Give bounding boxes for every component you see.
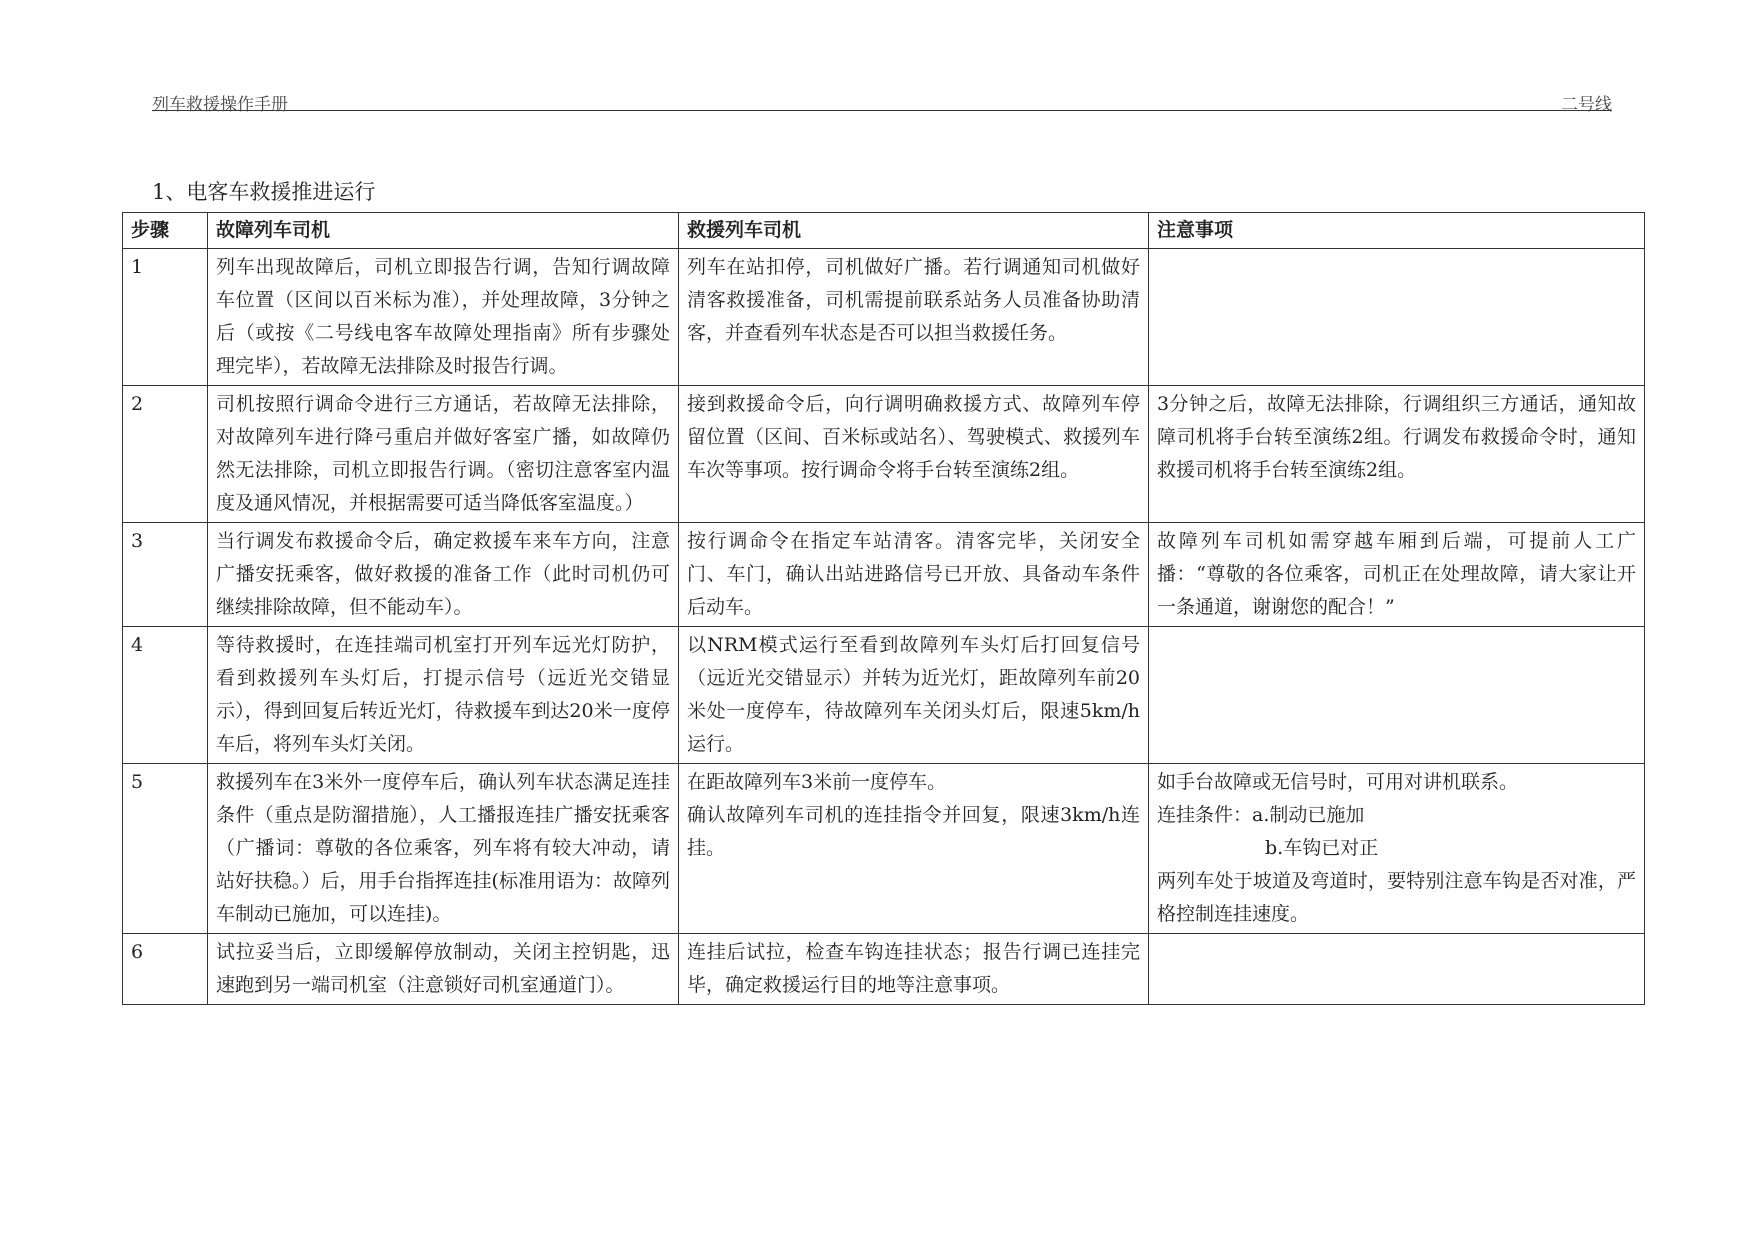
notes-cell: 3分钟之后，故障无法排除，行调组织三方通话，通知故障司机将手台转至演练2组。行调发布救援命令时，通知救援司机将手台转至演练2组。 — [1149, 386, 1645, 523]
faulty-driver-action: 等待救援时，在连挂端司机室打开列车远光灯防护，看到救援列车头灯后，打提示信号（远近光交错显示），得到回复后转近光灯，待救援车到达20米一度停车后，将列车头灯关闭。 — [208, 627, 679, 764]
rescue-driver-action: 列车在站扣停，司机做好广播。若行调通知司机做好清客救援准备，司机需提前联系站务人员准备协助清客，并查看列车状态是否可以担当救援任务。 — [679, 249, 1149, 386]
header-step: 步骤 — [123, 213, 208, 249]
rescue-procedure-table — [122, 212, 1645, 1005]
faulty-driver-action: 当行调发布救援命令后，确定救援车来车方向，注意广播安抚乘客，做好救援的准备工作（此时司机仍可继续排除故障，但不能动车）。 — [208, 523, 679, 627]
table-row — [123, 764, 1645, 934]
faulty-driver-action: 司机按照行调命令进行三方通话，若故障无法排除，对故障列车进行降弓重启并做好客室广播，如故障仍然无法排除，司机立即报告行调。（密切注意客室内温度及通风情况，并根据需要可适当降低客室温度。） — [208, 386, 679, 523]
rescue-driver-action: 接到救援命令后，向行调明确救援方式、故障列车停留位置（区间、百米标或站名）、驾驶模式、救援列车车次等事项。按行调命令将手台转至演练2组。 — [679, 386, 1149, 523]
note-line: 两列车处于坡道及弯道时，要特别注意车钩是否对准，严格控制连挂速度。 — [1157, 870, 1636, 925]
rescue-driver-action: 以NRM模式运行至看到故障列车头灯后打回复信号（远近光交错显示）并转为近光灯，距故障列车前20米处一度停车，待故障列车关闭头灯后，限速5km/h运行。 — [679, 627, 1149, 764]
section-title: 1、电客车救援推进运行 — [152, 180, 376, 204]
table-row — [123, 386, 1645, 523]
step-number: 4 — [123, 627, 208, 764]
notes-cell — [1149, 627, 1645, 764]
rescue-line: 确认故障列车司机的连挂指令并回复，限速3km/h连挂。 — [687, 804, 1140, 859]
table-row — [123, 934, 1645, 1005]
step-number: 2 — [123, 386, 208, 523]
note-line: b.车钩已对正 — [1265, 837, 1379, 859]
faulty-driver-action: 列车出现故障后，司机立即报告行调，告知行调故障车位置（区间以百米标为准），并处理故障，3分钟之后（或按《二号线电客车故障处理指南》所有步骤处理完毕），若故障无法排除及时报告行调。 — [208, 249, 679, 386]
rescue-driver-action: 按行调命令在指定车站清客。清客完毕，关闭安全门、车门，确认出站进路信号已开放、具备动车条件后动车。 — [679, 523, 1149, 627]
notes-cell — [1149, 249, 1645, 386]
rescue-driver-action — [679, 764, 1149, 934]
step-number: 6 — [123, 934, 208, 1005]
notes-cell — [1149, 764, 1645, 934]
table-row — [123, 523, 1645, 627]
header-faulty-driver: 故障列车司机 — [208, 213, 679, 249]
faulty-driver-action: 试拉妥当后，立即缓解停放制动，关闭主控钥匙，迅速跑到另一端司机室（注意锁好司机室通道门）。 — [208, 934, 679, 1005]
step-number: 3 — [123, 523, 208, 627]
table-row — [123, 249, 1645, 386]
faulty-driver-action: 救援列车在3米外一度停车后，确认列车状态满足连挂条件（重点是防溜措施），人工播报连挂广播安抚乘客（广播词：尊敬的各位乘客，列车将有较大冲动，请站好扶稳。）后，用手台指挥连挂(标准用语为：故障列车制动已施加，可以连挂)。 — [208, 764, 679, 934]
notes-cell: 故障列车司机如需穿越车厢到后端，可提前人工广播：“尊敬的各位乘客，司机正在处理故障，请大家让开一条通道，谢谢您的配合！” — [1149, 523, 1645, 627]
notes-cell — [1149, 934, 1645, 1005]
header-document-title: 列车救援操作手册 — [152, 95, 288, 115]
table-header-row — [123, 213, 1645, 249]
header-line-name: 二号线 — [1561, 95, 1612, 115]
rescue-driver-action: 连挂后试拉，检查车钩连挂状态；报告行调已连挂完毕，确定救援运行目的地等注意事项。 — [679, 934, 1149, 1005]
rescue-line: 在距故障列车3米前一度停车。 — [687, 771, 947, 793]
header-notes: 注意事项 — [1149, 213, 1645, 249]
note-line: 如手台故障或无信号时，可用对讲机联系。 — [1157, 771, 1519, 793]
page-header — [152, 90, 1612, 115]
step-number: 1 — [123, 249, 208, 386]
header-rescue-driver: 救援列车司机 — [679, 213, 1149, 249]
note-line: 连挂条件：a.制动已施加 — [1157, 804, 1365, 826]
step-number: 5 — [123, 764, 208, 934]
table-row — [123, 627, 1645, 764]
